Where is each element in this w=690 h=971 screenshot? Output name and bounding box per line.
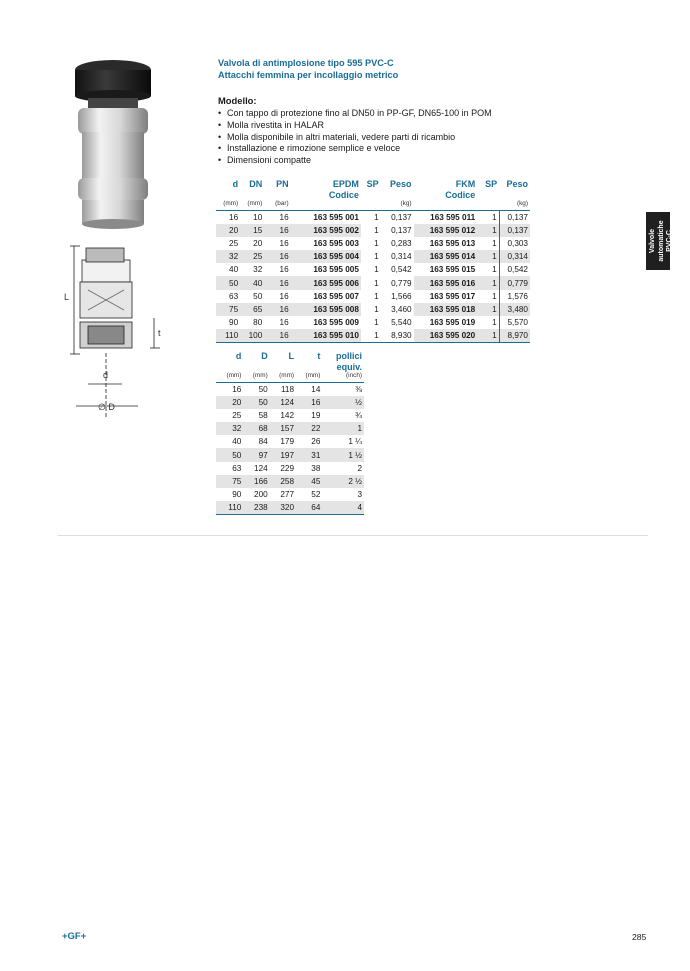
dimension-length-label: L	[64, 292, 70, 302]
table2-units: (mm)	[216, 372, 243, 383]
table-cell: 65	[240, 303, 264, 316]
valve-photo	[68, 58, 158, 230]
table-cell: 1 ¼	[348, 437, 362, 447]
table-cell: 38	[311, 463, 321, 473]
table-cell: 1	[374, 226, 379, 236]
table-cell: 16	[264, 224, 290, 237]
table-row	[216, 329, 530, 343]
table-cell: 63	[232, 463, 242, 473]
table-cell: 163 595 013	[429, 239, 476, 249]
table-cell: 1,576	[499, 290, 530, 303]
table-cell: 0,542	[391, 265, 412, 275]
table1-units	[361, 200, 381, 211]
table-cell: 118	[280, 385, 295, 395]
table-cell: 0,542	[499, 263, 530, 276]
table-row	[216, 448, 364, 461]
table-cell: 16	[229, 213, 239, 223]
table-cell: 20	[216, 396, 243, 409]
product-title: Valvola di antimplosione tipo 595 PVC-C	[218, 58, 394, 68]
table1-units: (mm)	[240, 200, 264, 211]
table-row	[216, 396, 364, 409]
table-cell: 2	[357, 463, 362, 473]
table1-units: (mm)	[216, 200, 240, 211]
table2-headers: L	[288, 351, 295, 361]
table-cell: 15	[240, 224, 264, 237]
table-cell: 1	[374, 252, 379, 262]
table-cell: 80	[253, 317, 263, 327]
table1-headers2	[477, 189, 499, 200]
table-cell: 50	[253, 291, 263, 301]
table-cell: 50	[258, 385, 268, 395]
table1-units: (bar)	[264, 200, 290, 211]
table-cell: 0,779	[499, 276, 530, 289]
table-cell: 124	[270, 396, 296, 409]
table-row	[216, 501, 364, 515]
feature-item: • Installazione e rimozione semplice e veloce	[218, 143, 492, 155]
table-cell: 163 595 001	[313, 213, 359, 223]
table1-units: (kg)	[381, 200, 414, 211]
table-cell: 163 595 005	[313, 265, 359, 275]
side-tab-line: automatiche	[657, 220, 665, 262]
table-cell: 20	[253, 239, 263, 249]
table-cell: 0,137	[391, 213, 412, 223]
table-cell: 163 595 019	[429, 317, 476, 327]
table-cell: 90	[229, 317, 239, 327]
table2-headers2: equiv.	[336, 362, 362, 372]
table1-units	[477, 200, 499, 211]
table-cell: 110	[216, 501, 243, 515]
table-cell: 1	[477, 250, 499, 263]
table-row	[216, 409, 364, 422]
table-row	[216, 224, 530, 237]
table-cell: 2 ½	[322, 475, 364, 488]
table-cell: 163 595 015	[429, 265, 476, 275]
feature-item: • Con tappo di protezione fino al DN50 in PP-GF, DN65-100 in POM	[218, 108, 492, 120]
table-cell: 0,779	[391, 278, 412, 288]
table-cell: ⅜	[355, 385, 362, 395]
table-cell: 1	[492, 291, 497, 301]
table-cell: 258	[270, 475, 296, 488]
table-cell: 0,137	[499, 211, 530, 225]
dimension-depth-label: t	[158, 328, 161, 338]
table-cell: 25	[240, 250, 264, 263]
table1-headers: DN	[249, 179, 263, 189]
code-table	[216, 178, 530, 343]
table-cell: 163 595 006	[291, 276, 361, 289]
table-row	[216, 276, 530, 289]
dimension-D-label: ∅ D	[98, 402, 115, 412]
table1-headers2	[264, 189, 290, 200]
table-cell: 163 595 014	[414, 250, 478, 263]
table1-headers: Peso	[390, 179, 412, 189]
table-cell: 40	[232, 437, 242, 447]
table-cell: 0,283	[391, 239, 412, 249]
table-row	[216, 237, 530, 250]
table-cell: 45	[296, 475, 322, 488]
table-cell: 25	[229, 239, 239, 249]
table-cell: 163 595 018	[414, 303, 478, 316]
page-number: 285	[632, 932, 647, 942]
table1-headers: SP	[485, 179, 498, 189]
table-cell: 163 595 010	[291, 329, 361, 343]
table-cell: 16	[279, 213, 289, 223]
table-cell: 22	[296, 422, 322, 435]
table-cell: 16	[232, 385, 242, 395]
table-cell: 32	[216, 250, 240, 263]
table-cell: 5,570	[499, 316, 530, 329]
table-cell: 50	[216, 448, 243, 461]
table-cell: 8,970	[499, 329, 530, 343]
table-cell: 16	[264, 250, 290, 263]
table-row	[216, 488, 364, 501]
table-cell: 26	[311, 437, 321, 447]
table-cell: 1,566	[391, 291, 412, 301]
table-cell: 1	[492, 317, 497, 327]
section-side-tab[interactable]	[646, 212, 673, 270]
table2-headers: d	[235, 351, 242, 361]
table-cell: 1	[477, 303, 499, 316]
table-cell: 163 595 007	[313, 291, 359, 301]
table1-headers2	[381, 189, 414, 200]
feature-item: • Dimensioni compatte	[218, 155, 492, 167]
table-cell: 16	[264, 276, 290, 289]
table-cell: 58	[258, 411, 268, 421]
feature-item: • Molla rivestita in HALAR	[218, 120, 492, 132]
table-cell: 19	[311, 411, 321, 421]
feature-item: • Molla disponibile in altri materiali, vedere parti di ricambio	[218, 132, 492, 144]
table-cell: 1	[492, 239, 497, 249]
model-label: Modello:	[218, 95, 257, 106]
dimension-d-label: d	[103, 370, 109, 380]
table-cell: 179	[280, 437, 295, 447]
table-cell: 50	[216, 276, 240, 289]
table-cell: 14	[311, 385, 321, 395]
table-cell: 100	[240, 329, 264, 343]
table1-headers: SP	[366, 179, 379, 189]
dimensions-table	[216, 350, 364, 515]
table1-headers2	[240, 189, 264, 200]
table-cell: 163 595 002	[291, 224, 361, 237]
table-cell: 0,137	[391, 226, 412, 236]
table-cell: 163 595 016	[414, 276, 478, 289]
table-cell: 16	[264, 303, 290, 316]
table-cell: 0,137	[499, 224, 530, 237]
product-subtitle: Attacchi femmina per incollaggio metrico	[218, 70, 399, 80]
table-cell: 1	[374, 239, 379, 249]
table-cell: 110	[216, 329, 240, 343]
table-cell: 0,314	[499, 250, 530, 263]
table-cell: 197	[270, 448, 296, 461]
table-cell: 1	[361, 329, 381, 343]
table-cell: 1	[477, 224, 499, 237]
table-cell: 1 ½	[322, 448, 364, 461]
table1-headers2	[216, 189, 240, 200]
table-cell: 163 595 004	[291, 250, 361, 263]
table-cell: 16	[279, 317, 289, 327]
table-cell: 75	[216, 475, 243, 488]
table1-headers: Peso	[506, 179, 528, 189]
section-divider	[58, 535, 648, 536]
table1-units	[414, 200, 478, 211]
table-cell: 0,303	[499, 237, 530, 250]
table-cell: 1	[374, 278, 379, 288]
table-row	[216, 462, 364, 475]
table2-units: (mm)	[270, 372, 296, 383]
side-tab-line: PVC-C	[666, 230, 673, 252]
table-row	[216, 383, 364, 397]
table1-headers2: Codice	[328, 190, 359, 200]
table2-headers: pollici	[335, 351, 362, 361]
table-cell: 1	[322, 422, 364, 435]
table-cell: 163 595 009	[313, 317, 359, 327]
table1-headers2	[361, 189, 381, 200]
table1-headers2: Codice	[445, 190, 476, 200]
table-cell: 84	[258, 437, 268, 447]
table-cell: 50	[243, 396, 269, 409]
table-cell: 16	[279, 239, 289, 249]
table-cell: 8,930	[381, 329, 414, 343]
table-cell: 75	[216, 303, 240, 316]
table-cell: 40	[229, 265, 239, 275]
table1-headers: FKM	[455, 179, 476, 189]
table-cell: ¾	[355, 411, 362, 421]
table-row	[216, 290, 530, 303]
table-cell: 0,314	[391, 252, 412, 262]
table-cell: 124	[254, 463, 268, 473]
table-cell: 5,540	[391, 317, 412, 327]
table-cell: 97	[243, 448, 269, 461]
valve-technical-drawing	[58, 238, 168, 423]
table-cell: 40	[240, 276, 264, 289]
table1-headers: EPDM	[332, 179, 359, 189]
table2-headers: t	[317, 351, 321, 361]
table-row	[216, 211, 530, 225]
table-row	[216, 263, 530, 276]
table-row	[216, 303, 530, 316]
table-cell: 20	[216, 224, 240, 237]
table-cell: 229	[280, 463, 295, 473]
table-cell: 142	[280, 411, 295, 421]
table-cell: 10	[253, 213, 263, 223]
product-heading	[218, 57, 398, 81]
table-cell: 1	[492, 213, 497, 223]
table-cell: 163 595 017	[429, 291, 476, 301]
table2-units: (mm)	[296, 372, 322, 383]
table-cell: 32	[216, 422, 243, 435]
table-cell: 64	[296, 501, 322, 515]
table-cell: 4	[322, 501, 364, 515]
table2-headers2	[243, 361, 269, 372]
table1-headers2	[499, 189, 530, 200]
table-cell: 163 595 003	[313, 239, 359, 249]
table-cell: 3,480	[499, 303, 530, 316]
table-cell: 52	[311, 489, 321, 499]
table2-headers2	[270, 361, 296, 372]
table-cell: 90	[232, 489, 242, 499]
feature-list	[218, 108, 492, 167]
table-cell: 32	[253, 265, 263, 275]
gf-logo: +GF+	[62, 931, 87, 942]
table-cell: 1	[374, 291, 379, 301]
table-cell: 163 595 012	[414, 224, 478, 237]
table-cell: 1	[492, 265, 497, 275]
side-tab-line: Valvole	[649, 228, 656, 254]
table-row	[216, 475, 364, 488]
table-cell: 1	[374, 317, 379, 327]
table-cell: 16	[296, 396, 322, 409]
table1-units	[291, 200, 361, 211]
table-cell: 166	[243, 475, 269, 488]
table2-units: (mm)	[243, 372, 269, 383]
table-cell: 3	[357, 489, 362, 499]
table2-headers: D	[261, 351, 268, 361]
table-cell: 1	[477, 329, 499, 343]
table-cell: 200	[254, 489, 268, 499]
table-cell: 16	[264, 329, 290, 343]
table1-headers: d	[232, 179, 239, 189]
table2-headers2	[296, 361, 322, 372]
table1-units: (kg)	[499, 200, 530, 211]
table-cell: 157	[270, 422, 296, 435]
table-cell: 31	[296, 448, 322, 461]
table-cell: 238	[243, 501, 269, 515]
table-cell: 1	[374, 304, 379, 314]
table-row	[216, 435, 364, 448]
table-cell: 68	[243, 422, 269, 435]
table-cell: 320	[270, 501, 296, 515]
table1-headers: PN	[276, 179, 289, 189]
table-row	[216, 422, 364, 435]
table-cell: ½	[322, 396, 364, 409]
table-cell: 163 595 020	[414, 329, 478, 343]
table2-headers2	[216, 361, 243, 372]
table-row	[216, 250, 530, 263]
table-cell: 1	[374, 265, 379, 275]
table2-units: (inch)	[322, 372, 364, 383]
table-cell: 16	[279, 265, 289, 275]
table-cell: 16	[279, 291, 289, 301]
table-cell: 63	[229, 291, 239, 301]
table-cell: 1	[374, 213, 379, 223]
table-cell: 1	[477, 276, 499, 289]
table-cell: 163 595 008	[291, 303, 361, 316]
table-cell: 277	[280, 489, 295, 499]
table-cell: 25	[232, 411, 242, 421]
table-cell: 163 595 011	[430, 213, 476, 223]
table-row	[216, 316, 530, 329]
table-cell: 3,460	[391, 304, 412, 314]
